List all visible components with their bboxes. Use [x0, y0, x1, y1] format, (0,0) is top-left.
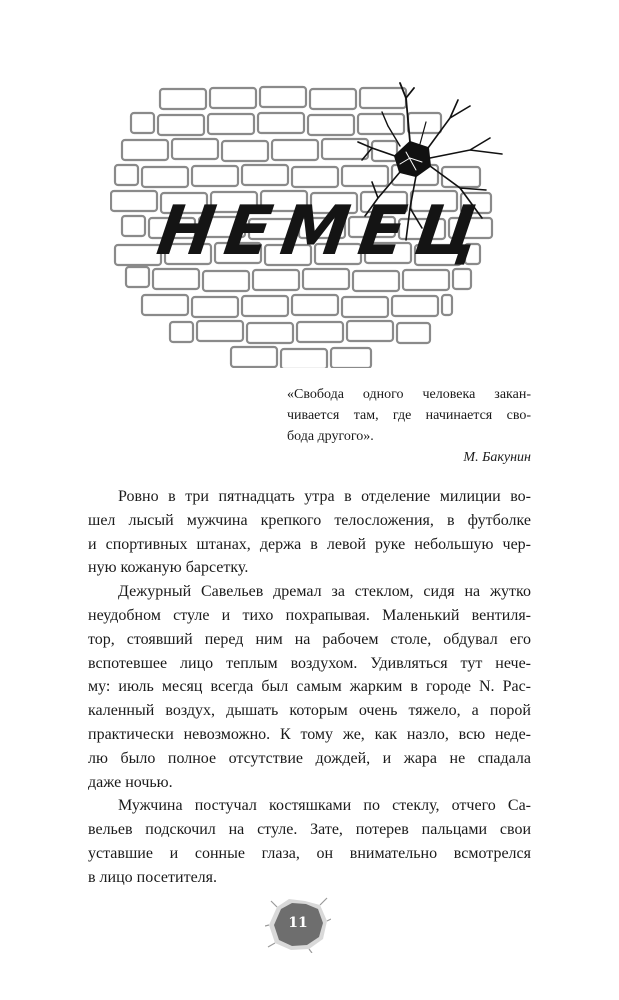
brick [360, 88, 406, 108]
brick [408, 113, 441, 133]
brick [172, 139, 218, 159]
chapter-header-illustration [110, 78, 530, 368]
epigraph-author: М. Бакунин [463, 450, 531, 465]
brick [260, 87, 306, 107]
text-line: вспотевшее лицо теплым воздухом. Удивляться тут нече- [88, 654, 531, 672]
page-number-badge [265, 895, 331, 953]
brick [272, 140, 318, 160]
brick [308, 115, 354, 135]
text-line: неудобном стуле и тихо похрапывая. Маленький вентиля- [88, 606, 531, 624]
chapter-title: НЕМЕЦ [152, 192, 495, 271]
brick [392, 296, 438, 316]
brick [203, 271, 249, 291]
brick [342, 297, 388, 317]
brick [347, 321, 393, 341]
text-line: практически невозможно. К тому же, как назло, всю неде- [88, 725, 531, 743]
text-line: Дежурный Савельев дремал за стеклом, сидя на жутко [118, 583, 531, 601]
text-line: лю было полное отсутствие дождей, и жара не спадала [88, 749, 531, 767]
page-number: 11 [288, 915, 308, 931]
brick [247, 323, 293, 343]
text-line: Ровно в три пятнадцать утра в отделение милиции во- [118, 488, 531, 505]
brick [122, 216, 145, 236]
brick [142, 295, 188, 315]
text-line: шел лысый мужчина крепкого телосложения, в футболке [88, 511, 531, 529]
brick [158, 115, 204, 135]
text-line: му: июль месяц всегда был самым жарким в городе N. Рас- [88, 678, 531, 696]
text-line: Мужчина постучал костяшками по стеклу, отчего Са- [118, 797, 531, 815]
paragraph-3 [88, 794, 531, 889]
brick [442, 295, 452, 315]
brick [111, 191, 157, 211]
epigraph-line: «Свобода одного человека закан- [287, 387, 531, 402]
brick [281, 349, 327, 368]
brick [160, 89, 206, 109]
brick [122, 140, 168, 160]
brick [170, 322, 193, 342]
brick [242, 165, 288, 185]
brick [142, 167, 188, 187]
brick [358, 114, 404, 134]
brick [292, 295, 338, 315]
text-line: каленный воздух, дышать которым очень тяжело, а порой [88, 702, 531, 720]
brick [292, 167, 338, 187]
paragraph-1 [88, 485, 531, 580]
text-line: и спортивных штанах, держа в левой руке небольшую чер- [88, 535, 531, 553]
brick [222, 141, 268, 161]
brick [342, 166, 388, 186]
brick [403, 270, 449, 290]
brick [231, 347, 277, 367]
brick [126, 267, 149, 287]
epigraph [287, 384, 531, 468]
text-line: даже ночью. [88, 773, 173, 791]
brick [397, 323, 430, 343]
text-line: в лицо посетителя. [88, 868, 218, 886]
epigraph-line: чивается там, где начинается сво- [287, 408, 531, 423]
brick [115, 165, 138, 185]
brick [153, 269, 199, 289]
chapter-body [88, 485, 531, 890]
epigraph-line: бода другого». [287, 429, 374, 444]
brick [442, 167, 480, 187]
brick [253, 270, 299, 290]
text-line: вельев подскочил на стуле. Зате, потерев пальцами свои [88, 821, 531, 839]
text-line: тор, стоявший перед ним на рабочем столе, обдувал его [88, 630, 531, 648]
text-line: ную кожаную барсетку. [88, 559, 249, 577]
brick [453, 269, 471, 289]
brick [303, 269, 349, 289]
brick [242, 296, 288, 316]
brick [131, 113, 154, 133]
brick [322, 139, 368, 159]
brick [331, 348, 371, 368]
brick [197, 321, 243, 341]
paragraph-2 [88, 580, 531, 794]
text-line: уставшие и сонные глаза, он внимательно всмотрелся [88, 844, 531, 862]
brick [372, 141, 397, 161]
epigraph-quote [287, 384, 531, 447]
brick [297, 322, 343, 342]
brick [208, 114, 254, 134]
brick [192, 166, 238, 186]
brick [210, 88, 256, 108]
brick [258, 113, 304, 133]
brick [353, 271, 399, 291]
brick [310, 89, 356, 109]
brick [192, 297, 238, 317]
